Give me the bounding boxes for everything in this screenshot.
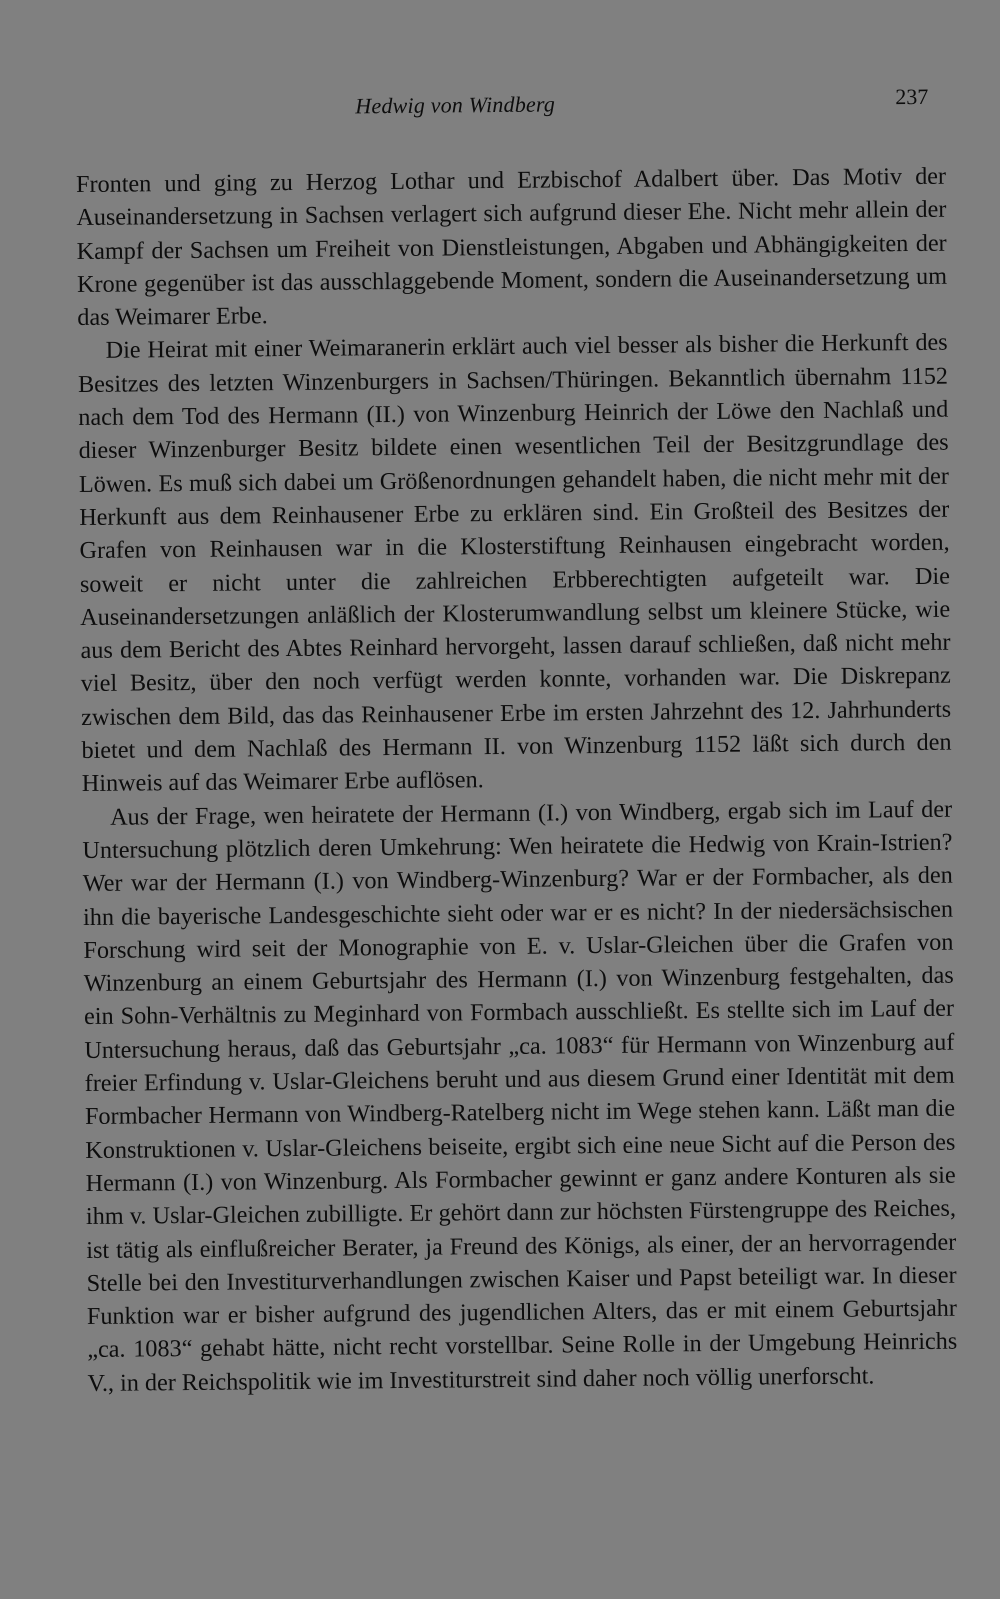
page-number: 237 bbox=[895, 83, 929, 110]
paragraph: Fronten und ging zu Herzog Lothar und Erzbischof Adalbert über. Das Motiv der Auseinandersetzung in Sachsen verlagert sich aufgrund dieser Ehe. Nicht mehr allein der Kampf der Sachsen um Freiheit von Dienstleistungen, Abgaben und Abhängigkeiten der Krone gegenüber ist das ausschlaggebende Moment, sondern die Auseinandersetzung um das Weimarer Erbe. bbox=[75, 162, 948, 332]
paragraph: Aus der Frage, wen heiratete der Hermann (I.) von Windberg, ergab sich im Lauf der Untersuchung plötzlich deren Umkehrung: Wen heiratete die Hedwig von Krain-Istrien? Wer war der Hermann (I.) von Windberg-Winzenburg? War er der Formbacher, als den ihn die bayerische Landesgeschichte sieht oder war er es nicht? In der niedersächsischen Forschung wird seit der Monographie von E. v. Uslar-Gleichen über die Grafen von Winzenburg an einem Geburtsjahr des Hermann (I.) von Winzenburg festgehalten, das ein Sohn-Verhältnis zu Meginhard von Formbach ausschließt. Es stellte sich im Lauf der Untersuchung heraus, daß das Geburtsjahr „ca. 1083“ für Hermann von Winzenburg auf freier Erfindung v. Uslar-Gleichens beruht und aus diesem Grund einer Identität mit dem Formbacher Hermann von Windberg-Ratelberg nicht im Wege stehen kann. Läßt man die Konstruktionen v. Uslar-Gleichens beiseite, ergibt sich eine neue Sicht auf die Person des Hermann (I.) von Winzenburg. Als Formbacher gewinnt er ganz andere Konturen als sie ihm v. Uslar-Gleichen zubilligte. Er gehört dann zur höchsten Fürstengruppe des Reiches, ist tätig als einflußreicher Berater, ja Freund des Königs, als einer, der an hervorragender Stelle bei den Investiturverhandlungen zwischen Kaiser und Papst beteiligt war. In dieser Funktion war er bisher aufgrund des jugendlichen Alters, das er mit einem Geburtsjahr „ca. 1083“ gehabt hätte, nicht recht vorstellbar. Seine Rolle in der Umgebung Heinrichs V., in der Reichspolitik wie im Investiturstreit sind daher noch völlig unerforscht. bbox=[82, 795, 958, 1397]
running-title: Hedwig von Windberg bbox=[355, 91, 556, 119]
paragraph: Die Heirat mit einer Weimaranerin erklärt auch viel besser als bisher die Herkunft des Besitzes des letzten Winzenburgers in Sachsen/Thüringen. Bekanntlich übernahm 1152 nach dem Tod des Hermann (II.) von Winzenburg Heinrich der Löwe den Nachlaß und dieser Winzenburger Besitz bildete einen wesentlichen Teil der Besitzgrundlage des Löwen. Es muß sich dabei um Größenordnungen gehandelt haben, die nicht mehr mit der Herkunft aus dem Reinhausener Erbe zu erklären sind. Ein Großteil des Besitzes der Grafen von Reinhausen war in die Klosterstiftung Reinhausen eingebracht worden, soweit er nicht unter die zahlreichen Erbberechtigten aufgeteilt war. Die Auseinandersetzungen anläßlich der Klosterumwandlung selbst um kleinere Stücke, wie aus dem Bericht des Abtes Reinhard hervorgeht, lassen darauf schließen, daß nicht mehr viel Besitz, über den noch verfügt werden konnte, vorhanden war. Die Diskrepanz zwischen dem Bild, das das Reinhausener Erbe im ersten Jahrzehnt des 12. Jahrhunderts bietet und dem Nachlaß des Hermann II. von Winzenburg 1152 läßt sich durch den Hinweis auf das Weimarer Erbe auflösen. bbox=[77, 329, 952, 798]
body-text bbox=[76, 160, 958, 1400]
